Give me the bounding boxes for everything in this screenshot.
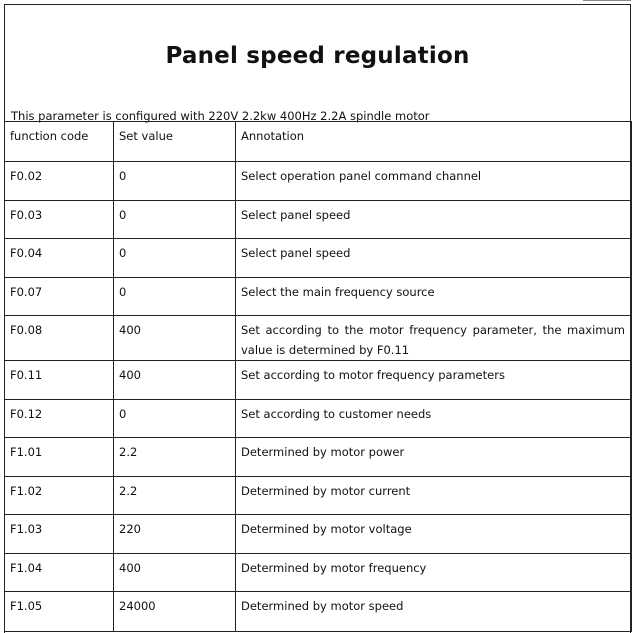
annotation-cell: Select the main frequency source bbox=[236, 277, 632, 316]
function-code-cell: F0.04 bbox=[5, 239, 114, 278]
annotation-cell: Select panel speed bbox=[236, 239, 632, 278]
annotation-cell: Select operation panel command channel bbox=[236, 162, 632, 201]
table-row bbox=[5, 200, 632, 239]
table-row bbox=[5, 476, 632, 515]
table-row bbox=[5, 316, 632, 361]
set-value-cell: 24000 bbox=[114, 592, 236, 632]
function-code-cell: F0.08 bbox=[5, 316, 114, 361]
function-code-cell: F0.12 bbox=[5, 399, 114, 438]
table-row bbox=[5, 515, 632, 554]
function-code-cell: F1.03 bbox=[5, 515, 114, 554]
top-edge-line bbox=[583, 0, 631, 1]
annotation-cell: Determined by motor speed bbox=[236, 592, 632, 632]
annotation-cell: Determined by motor power bbox=[236, 438, 632, 477]
header-set-value: Set value bbox=[114, 122, 236, 162]
set-value-cell: 400 bbox=[114, 316, 236, 361]
annotation-cell: Select panel speed bbox=[236, 200, 632, 239]
annotation-cell: Determined by motor current bbox=[236, 476, 632, 515]
set-value-cell: 0 bbox=[114, 200, 236, 239]
set-value-cell: 220 bbox=[114, 515, 236, 554]
table-header-row bbox=[5, 122, 632, 162]
set-value-cell: 0 bbox=[114, 239, 236, 278]
annotation-cell: Set according to customer needs bbox=[236, 399, 632, 438]
header-function-code: function code bbox=[5, 122, 114, 162]
function-code-cell: F1.01 bbox=[5, 438, 114, 477]
annotation-cell: Set according to motor frequency parameters bbox=[236, 361, 632, 400]
table-row bbox=[5, 162, 632, 201]
table-row bbox=[5, 277, 632, 316]
table-row bbox=[5, 438, 632, 477]
page-title: Panel speed regulation bbox=[165, 43, 470, 69]
set-value-cell: 400 bbox=[114, 553, 236, 592]
annotation-cell: Determined by motor voltage bbox=[236, 515, 632, 554]
set-value-cell: 0 bbox=[114, 277, 236, 316]
annotation-cell: Set according to the motor frequency parameter, the maximum value is determined by F0.11 bbox=[236, 316, 632, 361]
function-code-cell: F1.02 bbox=[5, 476, 114, 515]
header-annotation: Annotation bbox=[236, 122, 632, 162]
table-row bbox=[5, 399, 632, 438]
set-value-cell: 0 bbox=[114, 162, 236, 201]
set-value-cell: 400 bbox=[114, 361, 236, 400]
set-value-cell: 2.2 bbox=[114, 476, 236, 515]
table-row bbox=[5, 239, 632, 278]
motor-config-note: This parameter is configured with 220V 2.2kw 400Hz 2.2A spindle motor bbox=[11, 109, 430, 123]
function-code-cell: F0.07 bbox=[5, 277, 114, 316]
table-row bbox=[5, 553, 632, 592]
function-code-cell: F1.05 bbox=[5, 592, 114, 632]
table-row bbox=[5, 361, 632, 400]
parameter-table bbox=[4, 121, 632, 632]
set-value-cell: 2.2 bbox=[114, 438, 236, 477]
table-row bbox=[5, 592, 632, 632]
set-value-cell: 0 bbox=[114, 399, 236, 438]
function-code-cell: F0.02 bbox=[5, 162, 114, 201]
function-code-cell: F1.04 bbox=[5, 553, 114, 592]
function-code-cell: F0.11 bbox=[5, 361, 114, 400]
annotation-cell: Determined by motor frequency bbox=[236, 553, 632, 592]
function-code-cell: F0.03 bbox=[5, 200, 114, 239]
